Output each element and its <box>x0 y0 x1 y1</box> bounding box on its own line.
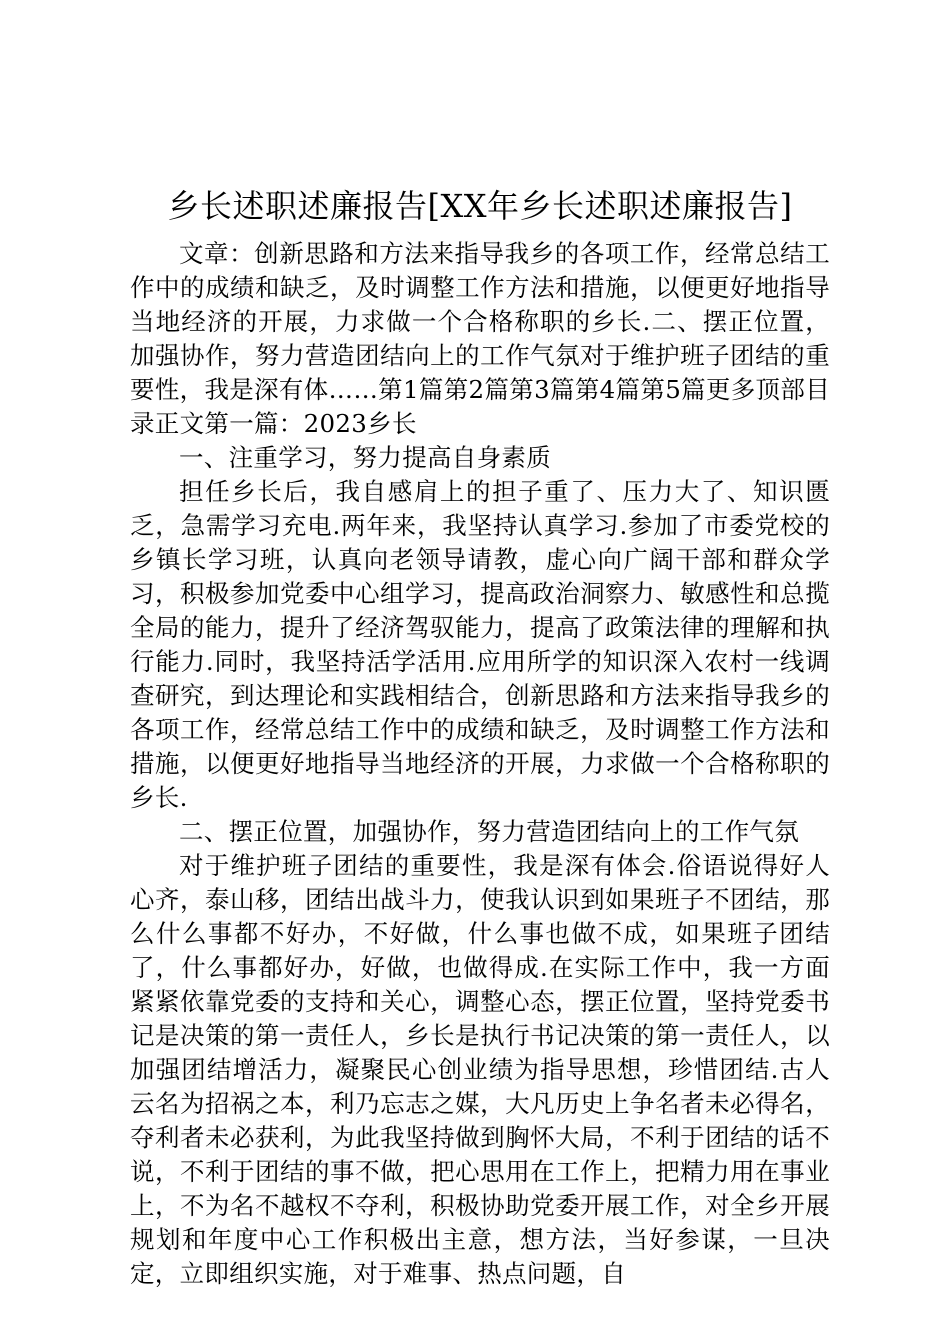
paragraph-intro: 文章：创新思路和方法来指导我乡的各项工作，经常总结工作中的成绩和缺乏，及时调整工作方法和措施，以便更好地指导当地经济的开展，力求做一个合格称职的乡长.二、摆正位置，加强协作，努力营造团结向上的工作气氛对于维护班子团结的重要性，我是深有体……第1篇第2篇第3篇第4篇第5篇更多顶部目录正文第一篇：2023乡长 <box>130 239 830 438</box>
paragraph-study: 担任乡长后，我自感肩上的担子重了、压力大了、知识匮乏，急需学习充电.两年来，我坚持认真学习.参加了市委党校的乡镇长学习班，认真向老领导请教，虚心向广阔干部和群众学习，积极参加党委中心组学习，提高政治洞察力、敏感性和总揽全局的能力，提升了经济驾驭能力，提高了政策法律的理解和执行能力.同时，我坚持活学活用.应用所学的知识深入农村一线调查研究，到达理论和实践相结合，创新思路和方法来指导我乡的各项工作，经常总结工作中的成绩和缺乏，及时调整工作方法和措施，以便更好地指导当地经济的开展，力求做一个合格称职的乡长. <box>130 477 830 812</box>
section-heading-1: 一、注重学习，努力提高自身素质 <box>179 443 551 472</box>
section-heading-2: 二、摆正位置，加强协作，努力营造团结向上的工作气氛 <box>179 817 799 846</box>
paragraph-unity: 对于维护班子团结的重要性，我是深有体会.俗语说得好人心齐，泰山移，团结出战斗力，使我认识到如果班子不团结，那么什么事都不好办，不好做，什么事也做不成，如果班子团结了，什么事都好办，好做，也做得成.在实际工作中，我一方面紧紧依靠党委的支持和关心，调整心态，摆正位置，坚持党委书记是决策的第一责任人，乡长是执行书记决策的第一责任人，以加强团结增活力，凝聚民心创业绩为指导思想，珍惜团结.古人云名为招祸之本，利乃忘志之媒，大凡历史上争名者未必得名，夺利者未必获利，为此我坚持做到胸怀大局，不利于团结的话不说，不利于团结的事不做，把心思用在工作上，把精力用在事业上，不为名不越权不夺利，积极协助党委开展工作，对全乡开展规划和年度中心工作积极出主意，想方法，当好参谋，一旦决定，立即组织实施，对于难事、热点问题，自 <box>130 851 830 1288</box>
document-body <box>130 237 830 1291</box>
document-title: 乡长述职述廉报告[XX年乡长述职述廉报告] <box>167 187 793 225</box>
